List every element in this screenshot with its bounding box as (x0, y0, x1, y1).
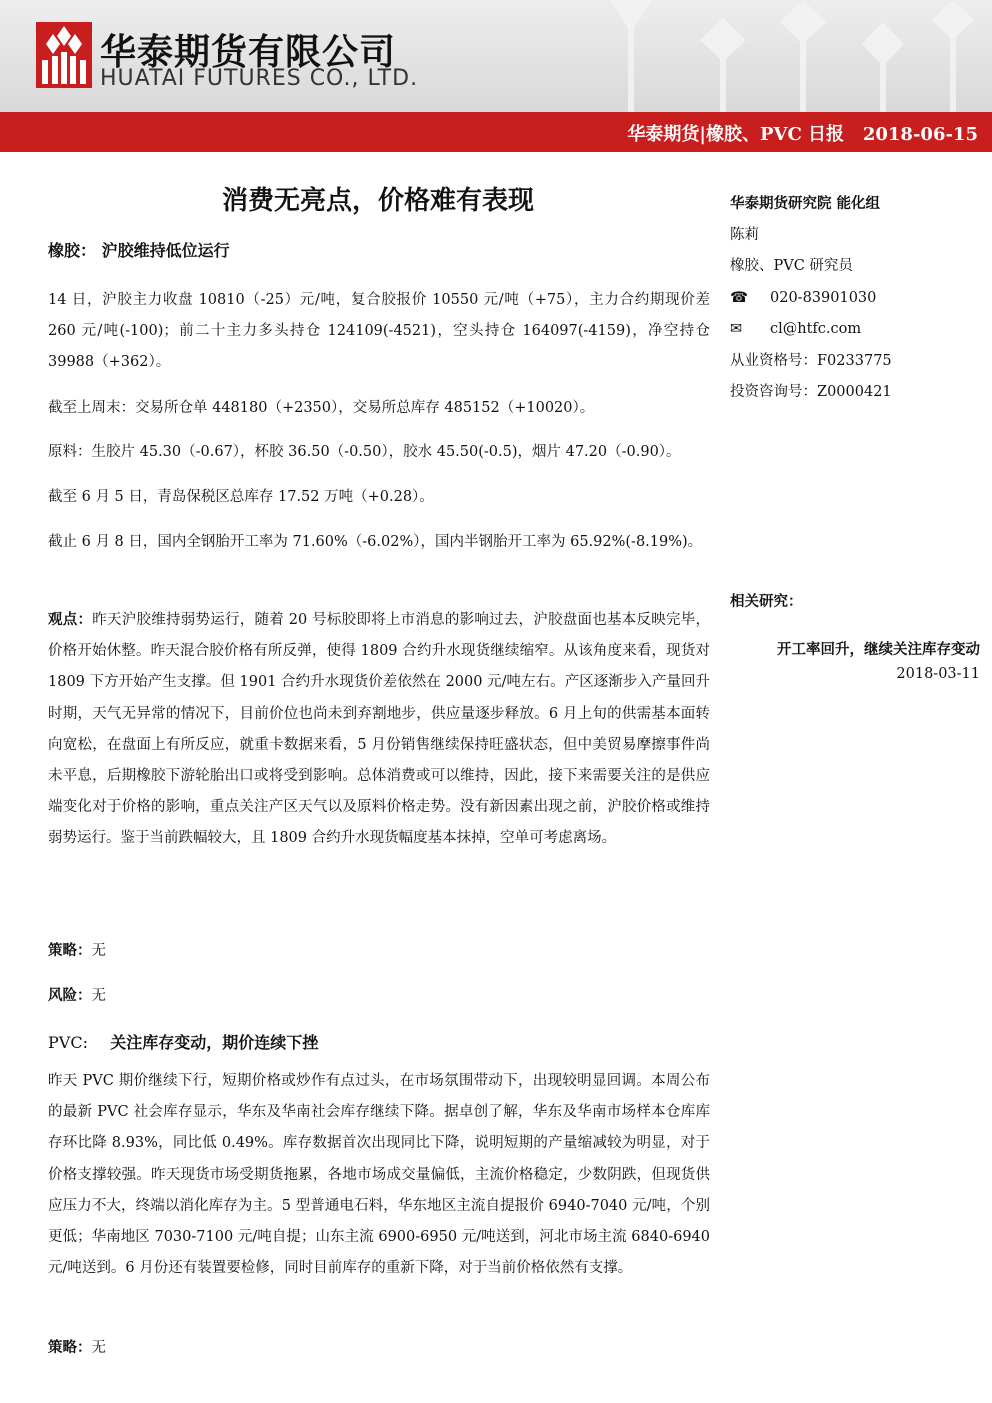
consult-number: Z0000421 (817, 384, 892, 400)
license-label: 从业资格号： (730, 352, 817, 369)
rubber-paragraph-prices: 14 日，沪胶主力收盘 10810（-25）元/吨，复合胶报价 10550 元/吨（+75），主力合约期现价差 260 元/吨(-100)；前二十主力多头持仓 124109(-4521)，空头持仓 164097(-4159)，净空持仓 39988（+362）。 (48, 292, 710, 371)
consult-label: 投资咨询号： (730, 384, 817, 400)
rubber-view (48, 604, 710, 855)
envelope-icon: ✉ (730, 321, 743, 337)
report-separator: | (699, 124, 706, 145)
related-report-title[interactable]: 开工率回升，继续关注库存变动 (777, 641, 980, 658)
page-header (0, 0, 992, 112)
related-heading: 相关研究： (730, 593, 803, 610)
risk-label: 风险： (48, 987, 92, 1004)
strategy-label: 策略： (48, 942, 92, 959)
pvc-heading-text: 关注库存变动，期价连续下挫 (110, 1033, 319, 1052)
author-sidebar (730, 188, 980, 409)
pvc-strategy (48, 1332, 710, 1364)
pvc-heading-prefix: PVC: (48, 1033, 88, 1052)
email-address[interactable]: cl@htfc.com (770, 321, 862, 337)
company-name-en: HUATAI FUTURES CO., LTD. (100, 66, 419, 91)
report-brand: 华泰期货 (627, 124, 700, 145)
report-bar (0, 112, 992, 152)
pvc-paragraph: 昨天 PVC 期价继续下行，短期价格或炒作有点过头，在市场氛围带动下，出现较明显回调。本周公布的最新 PVC 社会库存显示，华东及华南社会库存继续下降。据卓创了解，华东及华南市场样本仓库库存环比降 8.93%，同比低 0.49%。库存数据首次出现同比下降，说明短期的产量缩减较为明显，对于价格支撑较强。昨天现货市场受期货拖累，各地市场成交量偏低，主流价格稳定，少数阴跌，但现货供应压力不大，终端以消化库存为主。5 型普通电石料，华东地区主流自提报价 6940-7040 元/吨，个别更低；华南地区 7030-7100 元/吨自提；山东主流 6900-6950 元/吨送到，河北市场主流 6840-6940 元/吨送到。6 月份还有装置要检修，同时目前库存的重新下降，对于当前价格依然有支撑。 (48, 1073, 710, 1277)
institute: 华泰期货研究院 能化组 (730, 195, 881, 212)
view-label: 观点： (48, 611, 93, 628)
author-role: 橡胶、PVC 研究员 (730, 258, 853, 274)
phone-icon: ☎ (730, 289, 749, 306)
rubber-risk (48, 980, 710, 1012)
consult-row (730, 377, 980, 409)
company-logo-icon (36, 22, 92, 88)
risk-text: 无 (91, 988, 106, 1004)
license-row (730, 346, 980, 378)
pvc-heading (48, 1030, 318, 1053)
view-text: 昨天沪胶维持弱势运行，随着 20 号标胶即将上市消息的影响过去，沪胶盘面也基本反映完毕，价格开始休整。昨天混合胶价格有所反弹，使得 1809 合约升水现货继续缩窄。从该角度来看，现货对 1809 下方开始产生支撑。但 1901 合约升水现货价差依然在 2000 元/吨左右。产区逐渐步入产量回升时期，天气无异常的情况下，目前价位也尚未到弃割地步，供应量逐步释放。6 月上旬的供需基本面转向宽松，在盘面上有所反应，就重卡数据来看，5 月份销售继续保持旺盛状态，但中美贸易摩擦事件尚未平息，后期橡胶下游轮胎出口或将受到影响。总体消费或可以维持，因此，接下来需要关注的是供应端变化对于价格的影响，重点关注产区天气以及原料价格走势。没有新因素出现之前，沪胶价格或维持弱势运行。鉴于当前跌幅较大，且 1809 合约升水现货幅度基本抹掉，空单可考虑离场。 (48, 612, 711, 847)
email-row (730, 314, 980, 346)
phone-number: 020-83901030 (770, 289, 877, 306)
header-decoration-icon (600, 0, 992, 112)
rubber-strategy (48, 935, 710, 967)
rubber-paragraph-operating: 截止 6 月 8 日，国内全钢胎开工率为 71.60%（-6.02%），国内半钢胎开工率为 65.92%(-8.19%)。 (48, 534, 703, 550)
author-name: 陈莉 (730, 226, 759, 243)
rubber-paragraph-bonded: 截至 6 月 5 日，青岛保税区总库存 17.52 万吨（+0.28）。 (48, 489, 434, 505)
strategy-text: 无 (91, 943, 106, 959)
pvc-strategy-label: 策略： (48, 1339, 92, 1356)
report-product: 橡胶、PVC 日报 (705, 124, 845, 145)
report-title: 消费无亮点，价格难有表现 (221, 186, 534, 216)
report-bar-text (627, 120, 978, 146)
license-number: F0233775 (817, 352, 892, 369)
phone-row (730, 283, 980, 315)
pvc-strategy-text: 无 (91, 1340, 106, 1356)
rubber-paragraph-raw: 原料：生胶片 45.30（-0.67），杯胶 36.50（-0.50），胶水 45.50(-0.5)，烟片 47.20（-0.90）。 (48, 444, 681, 460)
related-report-date: 2018-03-11 (896, 666, 980, 682)
rubber-heading: 橡胶： 沪胶维持低位运行 (48, 241, 230, 260)
report-date: 2018-06-15 (862, 124, 978, 145)
company-name-cn: 华泰期货有限公司 (100, 32, 397, 73)
rubber-paragraph-inventory: 截至上周末：交易所仓单 448180（+2350），交易所总库存 485152（+10020）。 (48, 400, 595, 416)
